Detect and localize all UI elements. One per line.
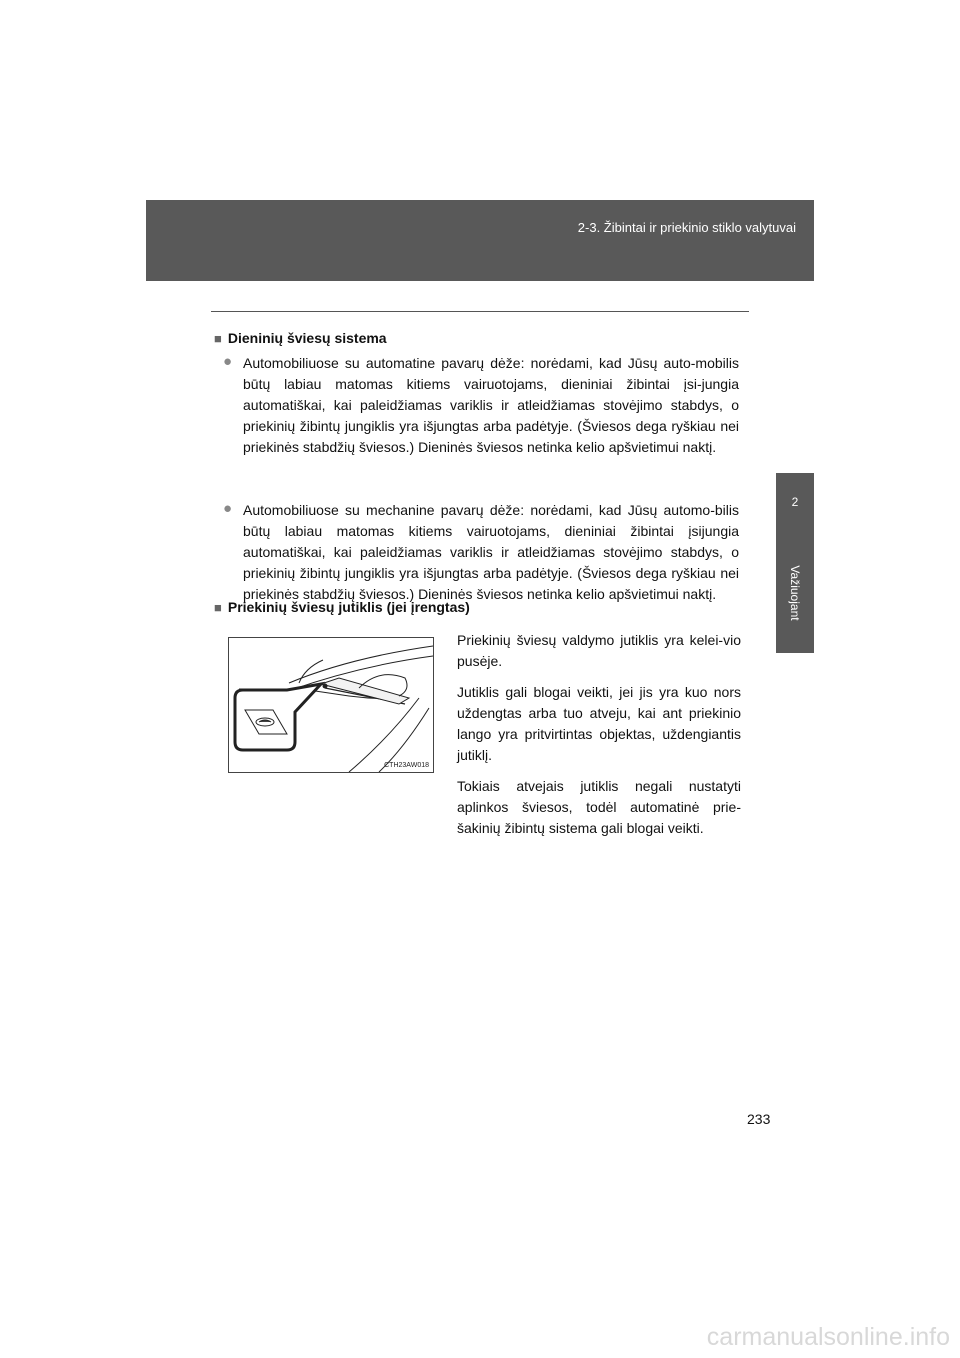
drl-automatic-text: Automobiliuose su automatine pavarų dėže: norėdami, kad Jūsų auto-mobilis būtų labiau matomas kitiems vairuotojams, dieniniai žibintai įsi-jungia automatiškai, kai paleidžiamas variklis ir atleidžiamas stovėjimo stabdys, o priekinių žibintų jungiklis yra išjungtas arba padėtyje. (Šviesos dega ryškiau nei priekinės stabdžių šviesos.) Dieninės šviesos netinka kelio apšvietimui naktį. bbox=[243, 355, 739, 455]
square-bullet-icon: ■ bbox=[214, 600, 222, 615]
header-bar bbox=[146, 200, 814, 281]
section-heading-drl: ■ Dieninių šviesų sistema bbox=[214, 330, 387, 346]
drl-manual-text: Automobiliuose su mechanine pavarų dėže: norėdami, kad Jūsų automo-bilis būtų labiau matomas kitiems vairuotojams, dieniniai žibintai įsijungia automatiškai, kai paleidžiamas variklis ir atleidžiamas stovėjimo stabdys, o priekinių žibintų jungiklis yra išjungtas arba padėtyje. (Šviesos dega ryškiau nei priekinės stabdžių šviesos.) Dieninės šviesos netinka kelio apšvietimui naktį. bbox=[243, 502, 739, 602]
section-heading-sensor: ■ Priekinių šviesų jutiklis (jei įrengtas) bbox=[214, 599, 470, 615]
chapter-number: 2 bbox=[791, 495, 799, 509]
sensor-description-text: Priekinių šviesų valdymo jutiklis yra kelei-vio pusėje. Jutiklis gali blogai veikti, jei jis yra kuo nors uždengtas arba tuo atveju, kai ant priekinio lango yra pritvirtintas objektas, uždengiantis jutiklį. Tokiais atvejais jutiklis negali nustatyti aplinkos šviesos, todėl automatinė prie-šakinių žibintų sistema gali blogai veikti. bbox=[457, 632, 741, 836]
figure-code: CTH23AW018 bbox=[384, 762, 429, 769]
windshield-sensor-illustration bbox=[229, 638, 433, 772]
square-bullet-icon: ■ bbox=[214, 331, 222, 346]
page-number: 233 bbox=[747, 1111, 771, 1127]
chapter-side-tab bbox=[776, 473, 814, 653]
top-divider bbox=[211, 311, 749, 312]
circle-bullet-icon: ● bbox=[223, 353, 233, 370]
sensor-location-figure bbox=[228, 637, 434, 773]
chapter-label: Važiuojant bbox=[788, 565, 802, 621]
circle-bullet-icon: ● bbox=[223, 500, 233, 517]
chapter-title: 2-3. Žibintai ir priekinio stiklo valytuvai bbox=[577, 220, 796, 235]
watermark: carmanualsonline.info bbox=[706, 1323, 950, 1351]
